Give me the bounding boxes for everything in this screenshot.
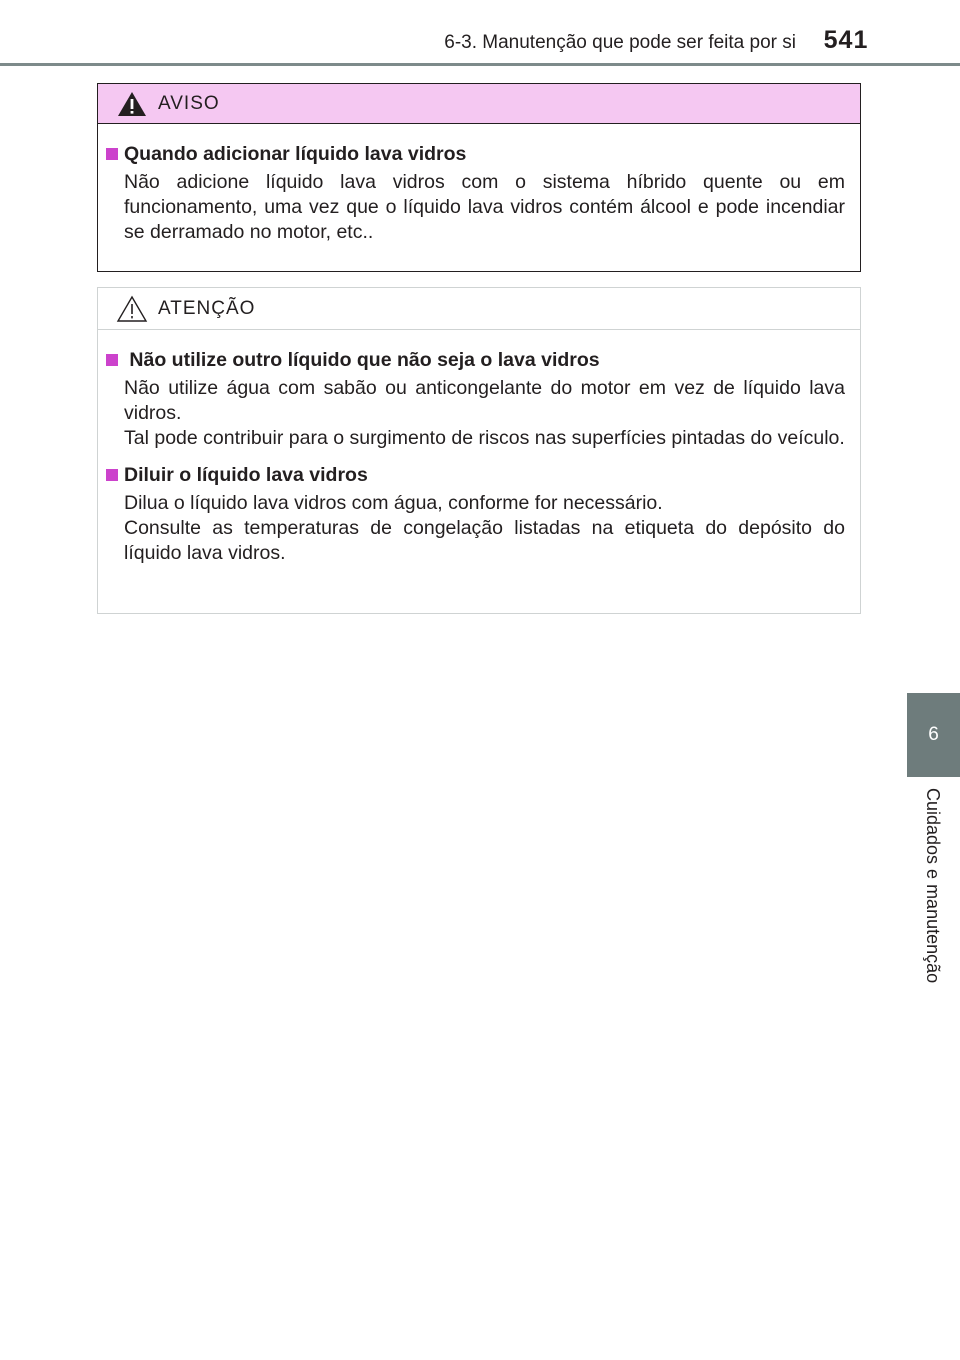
notice-box [97, 287, 861, 614]
notice-item-text [124, 376, 845, 451]
paragraph: Não adicione líquido lava vidros com o sistema híbrido quente ou em funcionamento, uma vez que o líquido lava vidros contém álcool e pode incendiar se derramado no motor, etc.. [124, 171, 845, 243]
paragraph: Não utilize água com sabão ou anticongelante do motor em vez de líquido lava vidros. [124, 377, 845, 424]
notice-box-body [98, 330, 860, 566]
chapter-label: Cuidados e manutenção [923, 788, 943, 984]
warning-triangle-icon [116, 90, 148, 118]
notice-item-title [106, 344, 845, 376]
bullet-square-icon [106, 148, 118, 160]
warning-item-text [124, 170, 845, 245]
paragraph: Dilua o líquido lava vidros com água, conforme for necessário. [124, 492, 663, 514]
notice-item-title-text: Diluir o líquido lava vidros [124, 463, 368, 486]
chapter-tab [907, 693, 960, 777]
notice-item [106, 459, 845, 566]
page-number: 541 [823, 26, 869, 54]
bullet-square-icon [106, 354, 118, 366]
notice-item [106, 344, 845, 451]
notice-box-title: ATENÇÃO [158, 297, 256, 319]
warning-item-title [106, 138, 845, 170]
paragraph: Consulte as temperaturas de congelação listadas na etiqueta do depósito do líquido lava vidros. [124, 517, 845, 564]
warning-item [106, 138, 845, 245]
warning-item-title-text: Quando adicionar líquido lava vidros [124, 142, 467, 165]
warning-box [97, 83, 861, 272]
paragraph: Tal pode contribuir para o surgimento de riscos nas superfícies pintadas do veículo. [124, 427, 845, 449]
bullet-square-icon [106, 469, 118, 481]
notice-item-text [124, 491, 845, 566]
notice-box-header [98, 288, 860, 330]
warning-box-title: AVISO [158, 92, 220, 114]
chapter-number: 6 [928, 724, 939, 745]
warning-box-body [98, 124, 860, 245]
section-title: 6-3. Manutenção que pode ser feita por si [444, 32, 796, 53]
header-rule [0, 63, 960, 66]
warning-box-header [98, 84, 860, 124]
notice-item-title [106, 459, 845, 491]
caution-triangle-icon [116, 295, 148, 323]
notice-item-title-text: Não utilize outro líquido que não seja o lava vidros [124, 348, 600, 371]
